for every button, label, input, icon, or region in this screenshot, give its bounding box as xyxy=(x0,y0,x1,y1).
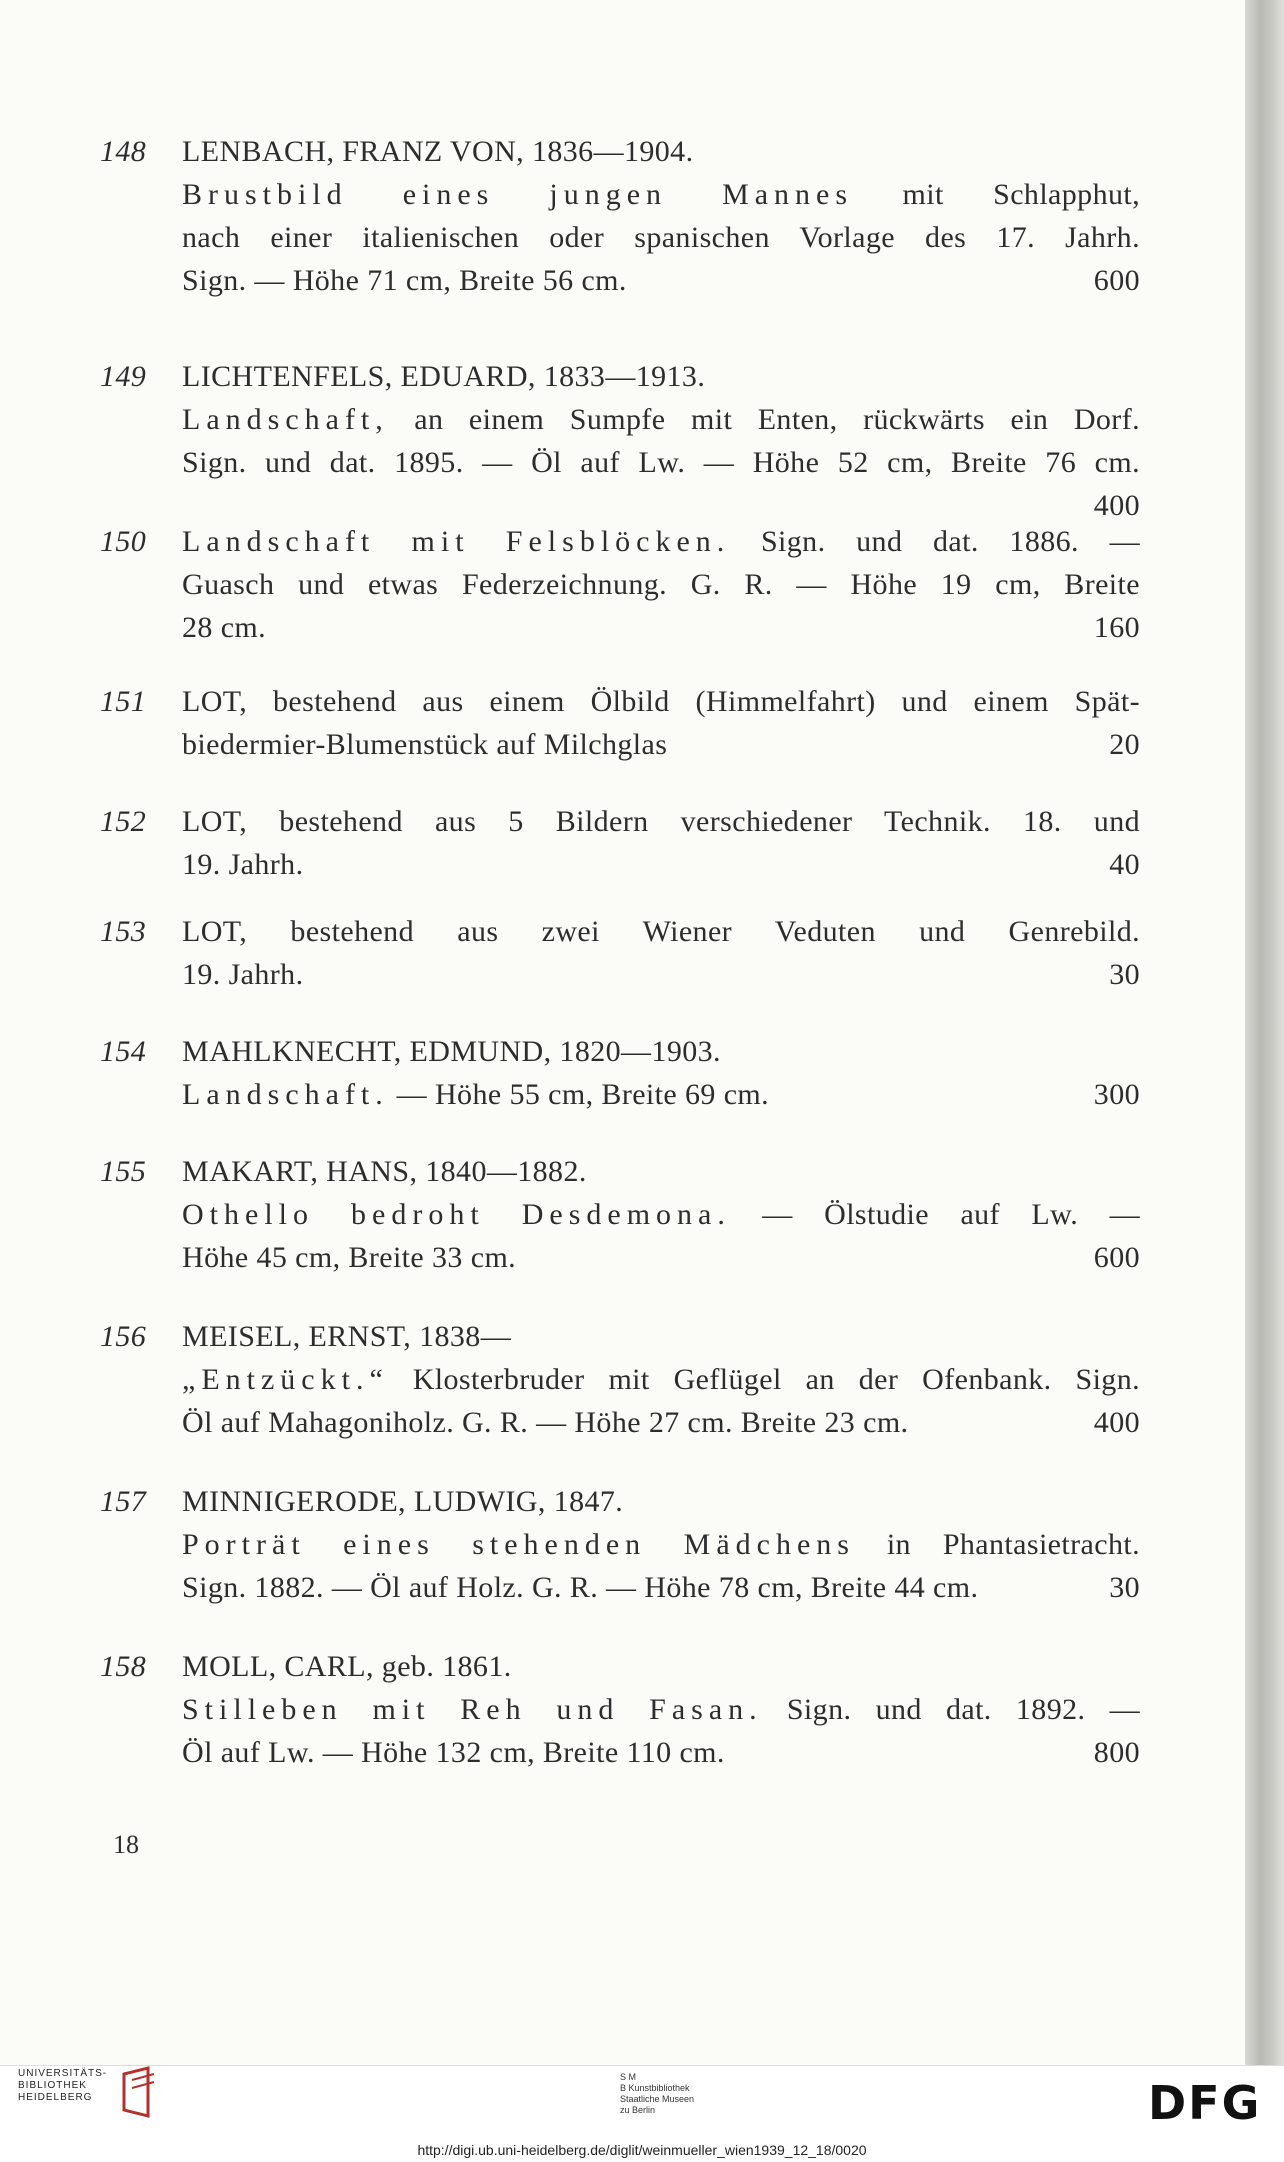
artwork-title: Othello bedroht Desdemona. xyxy=(182,1198,731,1231)
lot-number: 158 xyxy=(100,1650,147,1683)
entry-line-text: an einem Sumpfe mit Enten, rückwärts ein Dorf. xyxy=(388,403,1140,436)
artist-heading xyxy=(182,355,1140,398)
entry-line-text: Sign. und dat. 1895. — Öl auf Lw. — Höhe 52 cm, Breite 76 cm. xyxy=(182,446,1140,479)
entry-line-text: LOT, bestehend aus einem Ölbild (Himmelfahrt) und einem Spät- xyxy=(182,685,1140,718)
artist-heading xyxy=(182,1315,1140,1358)
entry-description xyxy=(182,800,1140,886)
entry-line xyxy=(182,563,1140,606)
entry-line-text: MAHLKNECHT, EDMUND, 1820—1903. xyxy=(182,1035,721,1068)
artwork-title: Landschaft. xyxy=(182,1078,389,1111)
entry-line xyxy=(182,216,1140,259)
estimate-price: 160 xyxy=(1093,611,1140,644)
page-binding-edge xyxy=(1245,0,1284,2065)
entry-description xyxy=(182,1645,1140,1774)
stamp-line: zu Berlin xyxy=(620,2105,656,2115)
entry-description xyxy=(182,130,1140,302)
artwork-title: „Entzückt.“ xyxy=(182,1363,389,1396)
entry-line xyxy=(182,1688,1140,1731)
catalog-entry xyxy=(100,1645,1140,1774)
estimate-price: 400 xyxy=(1093,489,1140,522)
estimate-price: 300 xyxy=(1093,1078,1140,1111)
entry-line xyxy=(182,520,1140,563)
entry-line-text: nach einer italienischen oder spanischen Vorlage des 17. Jahrh. xyxy=(182,221,1140,254)
entry-description xyxy=(182,910,1140,996)
estimate-price: 30 xyxy=(1109,1571,1140,1604)
entry-line-text: MAKART, HANS, 1840—1882. xyxy=(182,1155,587,1188)
artist-heading xyxy=(182,1150,1140,1193)
entry-line xyxy=(182,910,1140,953)
entry-details: Öl auf Mahagoniholz. G. R. — Höhe 27 cm. Breite 23 cm. xyxy=(182,1406,909,1439)
lot-number: 150 xyxy=(100,525,147,558)
lot-number: 153 xyxy=(100,915,147,948)
estimate-price: 600 xyxy=(1093,1241,1140,1274)
entry-line-text xyxy=(182,1731,725,1774)
entry-line-text xyxy=(182,1566,978,1609)
entry-line-text: — Ölstudie auf Lw. — xyxy=(730,1198,1140,1231)
entry-line xyxy=(182,800,1140,843)
artwork-title: Brustbild eines jungen Mannes xyxy=(182,178,854,211)
entry-line-text: LENBACH, FRANZ VON, 1836—1904. xyxy=(182,135,694,168)
entry-details: Öl auf Lw. — Höhe 132 cm, Breite 110 cm. xyxy=(182,1736,725,1769)
entry-line xyxy=(182,398,1140,441)
entry-line-text xyxy=(182,1401,908,1444)
dfg-logo: DFG xyxy=(1148,2076,1262,2130)
stamp-line: B Kunstbibliothek xyxy=(620,2083,690,2093)
entry-details: Höhe 45 cm, Breite 33 cm. xyxy=(182,1241,517,1274)
entry-line-text xyxy=(182,606,266,649)
lot-number: 155 xyxy=(100,1155,147,1188)
artwork-title: Porträt eines stehenden Mädchens xyxy=(182,1528,855,1561)
artwork-title: Landschaft mit Felsblöcken. xyxy=(182,525,731,558)
entry-details: Sign. 1882. — Öl auf Holz. G. R. — Höhe 78 cm, Breite 44 cm. xyxy=(182,1571,979,1604)
entry-line-text: LICHTENFELS, EDUARD, 1833—1913. xyxy=(182,360,706,393)
artist-heading xyxy=(182,1030,1140,1073)
stamp-line: Staatliche Museen xyxy=(620,2094,695,2104)
entry-line-text: mit Schlapphut, xyxy=(853,178,1140,211)
library-name: UNIVERSITÄTS- BIBLIOTHEK HEIDELBERG xyxy=(18,2068,108,2103)
catalog-entry xyxy=(100,130,1140,302)
entry-description xyxy=(182,1480,1140,1609)
entry-line-text xyxy=(182,1236,516,1279)
entry-line-text xyxy=(182,259,627,302)
artwork-title: Landschaft, xyxy=(182,403,389,436)
entry-line-text: LOT, bestehend aus zwei Wiener Veduten und Genrebild. xyxy=(182,915,1140,948)
entry-line-text xyxy=(182,1073,769,1116)
entry-line xyxy=(182,1193,1140,1236)
permalink-url[interactable]: http://digi.ub.uni-heidelberg.de/diglit/weinmueller_wien1939_12_18/0020 xyxy=(417,2142,867,2158)
estimate-price: 20 xyxy=(1109,728,1140,761)
estimate-price: 600 xyxy=(1093,264,1140,297)
entry-description xyxy=(182,1150,1140,1279)
artist-heading xyxy=(182,130,1140,173)
entry-description xyxy=(182,680,1140,766)
page-number: 18 xyxy=(113,1830,139,1859)
catalog-entry xyxy=(100,520,1140,649)
entry-line xyxy=(182,1358,1140,1401)
entry-line-text xyxy=(182,843,303,886)
catalog-entry xyxy=(100,680,1140,766)
estimate-price: 30 xyxy=(1109,958,1140,991)
entry-details: 19. Jahrh. xyxy=(182,848,304,881)
entry-description xyxy=(182,520,1140,649)
viewer-footer xyxy=(0,2065,1284,2162)
estimate-price: 800 xyxy=(1093,1736,1140,1769)
entry-line-text: Sign. und dat. 1886. — xyxy=(730,525,1140,558)
entry-details: biedermier-Blumenstück auf Milchglas xyxy=(182,728,668,761)
catalog-entry xyxy=(100,1150,1140,1279)
entry-line xyxy=(182,1523,1140,1566)
entry-line xyxy=(182,173,1140,216)
entry-line-text: MOLL, CARL, geb. 1861. xyxy=(182,1650,512,1683)
catalog-entry xyxy=(100,1030,1140,1116)
lot-number: 152 xyxy=(100,805,147,838)
entry-details: Sign. — Höhe 71 cm, Breite 56 cm. xyxy=(182,264,627,297)
entry-details: — Höhe 55 cm, Breite 69 cm. xyxy=(388,1078,770,1111)
catalog-entry xyxy=(100,1315,1140,1444)
entry-details: 19. Jahrh. xyxy=(182,958,304,991)
museum-stamp xyxy=(620,2072,694,2116)
entry-details: 28 cm. xyxy=(182,611,267,644)
entry-description xyxy=(182,1030,1140,1116)
lot-number: 154 xyxy=(100,1035,147,1068)
entry-line-text: Klosterbruder mit Geflügel an der Ofenbank. Sign. xyxy=(388,1363,1140,1396)
estimate-price: 400 xyxy=(1093,1406,1140,1439)
lot-number: 156 xyxy=(100,1320,147,1353)
entry-line-text: MEISEL, ERNST, 1838— xyxy=(182,1320,512,1353)
entry-line xyxy=(182,441,1140,484)
university-library-logo-icon xyxy=(118,2066,162,2120)
entry-description xyxy=(182,1315,1140,1444)
lot-number: 151 xyxy=(100,685,147,718)
entry-line-text: LOT, bestehend aus 5 Bildern verschiedener Technik. 18. und xyxy=(182,805,1140,838)
catalog-entry xyxy=(100,1480,1140,1609)
entry-line-text: in Phantasietracht. xyxy=(854,1528,1140,1561)
lot-number: 157 xyxy=(100,1485,147,1518)
lot-number: 148 xyxy=(100,135,147,168)
entry-description xyxy=(182,355,1140,527)
artist-heading xyxy=(182,1645,1140,1688)
entry-line-text: MINNIGERODE, LUDWIG, 1847. xyxy=(182,1485,624,1518)
stamp-line: S M xyxy=(620,2072,637,2082)
entry-line xyxy=(182,680,1140,723)
catalog-entry xyxy=(100,355,1140,527)
entry-line-text xyxy=(182,953,303,996)
lot-number: 149 xyxy=(100,360,147,393)
entry-line-text: Guasch und etwas Federzeichnung. G. R. — Höhe 19 cm, Breite xyxy=(182,568,1140,601)
artwork-title: Stilleben mit Reh und Fasan. xyxy=(182,1693,763,1726)
catalog-entry xyxy=(100,800,1140,886)
entry-line-text xyxy=(182,723,667,766)
catalog-entry xyxy=(100,910,1140,996)
entry-line-text: Sign. und dat. 1892. — xyxy=(762,1693,1140,1726)
artist-heading xyxy=(182,1480,1140,1523)
estimate-price: 40 xyxy=(1109,848,1140,881)
